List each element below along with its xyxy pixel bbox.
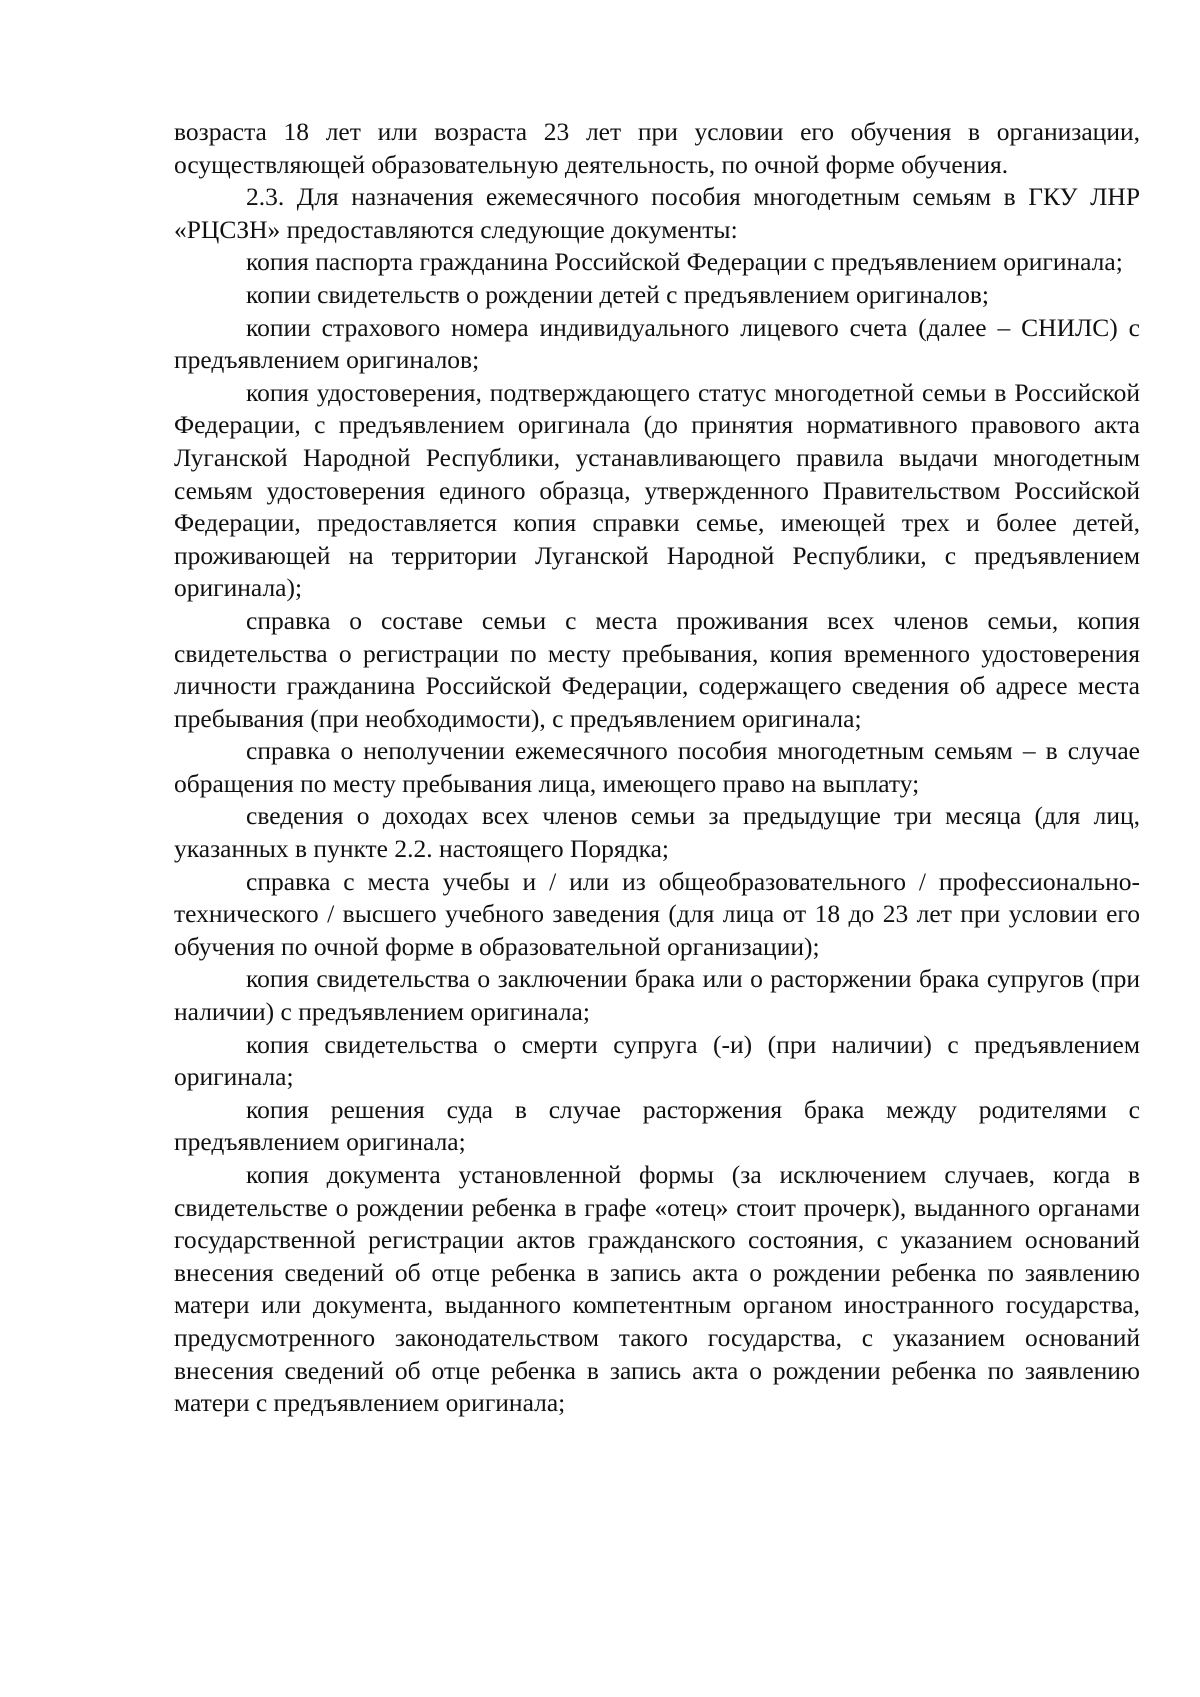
paragraph-continuation: возраста 18 лет или возраста 23 лет при условии его обучения в организации, осуществляющей образовательную деятельность, по очной форме обучения. — [174, 117, 1140, 179]
paragraph-2-3: 2.3. Для назначения ежемесячного пособия многодетным семьям в ГКУ ЛНР «РЦСЗН» предоставляются следующие документы: — [174, 182, 1140, 244]
list-item-non-receipt-certificate: справка о неполучении ежемесячного пособия многодетным семьям – в случае обращения по месту пребывания лица, имеющего право на выплату; — [174, 736, 1140, 798]
list-item-snils: копии страхового номера индивидуального лицевого счета (далее – СНИЛС) с предъявлением оригиналов; — [174, 312, 1140, 375]
list-item-passport: копия паспорта гражданина Российской Федерации с предъявлением оригинала; — [246, 247, 1123, 277]
list-item-court-decision: копия решения суда в случае расторжения брака между родителями с предъявлением оригинала; — [174, 1094, 1140, 1157]
list-item-paternity-document: копия документа установленной формы (за исключением случаев, когда в свидетельстве о рождении ребенка в графе «отец» стоит прочерк), выданного органами государственной регистрации актов гражданского состояния, с указанием оснований внесения сведений об отце ребенка в запись акта о рождении ребенка по заявлению матери или документа, выданного компетентным органом иностранного государства, предусмотренного законодательством такого государства, с указанием оснований внесения сведений об отце ребенка в запись акта о рождении ребенка по заявлению матери с предъявлением оригинала; — [174, 1160, 1140, 1418]
list-item-income-info: сведения о доходах всех членов семьи за предыдущие три месяца (для лиц, указанных в пункте 2.2. настоящего Порядка; — [174, 801, 1140, 864]
list-item-birth-certificates: копии свидетельств о рождении детей с предъявлением оригиналов; — [246, 279, 990, 309]
list-item-family-composition: справка о составе семьи с места проживания всех членов семьи, копия свидетельства о регистрации по месту пребывания, копия временного удостоверения личности гражданина Российской Федерации, содержащего сведения об адресе места пребывания (при необходимости), с предъявлением оригинала; — [174, 605, 1140, 733]
document-page — [174, 116, 1140, 1420]
list-item-large-family-certificate: копия удостоверения, подтверждающего статус многодетной семьи в Российской Федерации, с предъявлением оригинала (до принятия нормативного правового акта Луганской Народной Республики, устанавливающего правила выдачи многодетным семьям удостоверения единого образца, утвержденного Правительством Российской Федерации, предоставляется копия справки семье, имеющей трех и более детей, проживающей на территории Луганской Народной Республики, с предъявлением оригинала); — [174, 377, 1140, 603]
list-item-marriage-certificate: копия свидетельства о заключении брака или о расторжении брака супругов (при наличии) с предъявлением оригинала; — [174, 964, 1140, 1027]
list-item-study-certificate: справка с места учебы и / или из общеобразовательного / профессионально-технического / высшего учебного заведения (для лица от 18 до 23 лет при условии его обучения по очной форме в образовательной организации); — [174, 866, 1140, 961]
list-item-death-certificate: копия свидетельства о смерти супруга (-и) (при наличии) с предъявлением оригинала; — [174, 1029, 1140, 1092]
